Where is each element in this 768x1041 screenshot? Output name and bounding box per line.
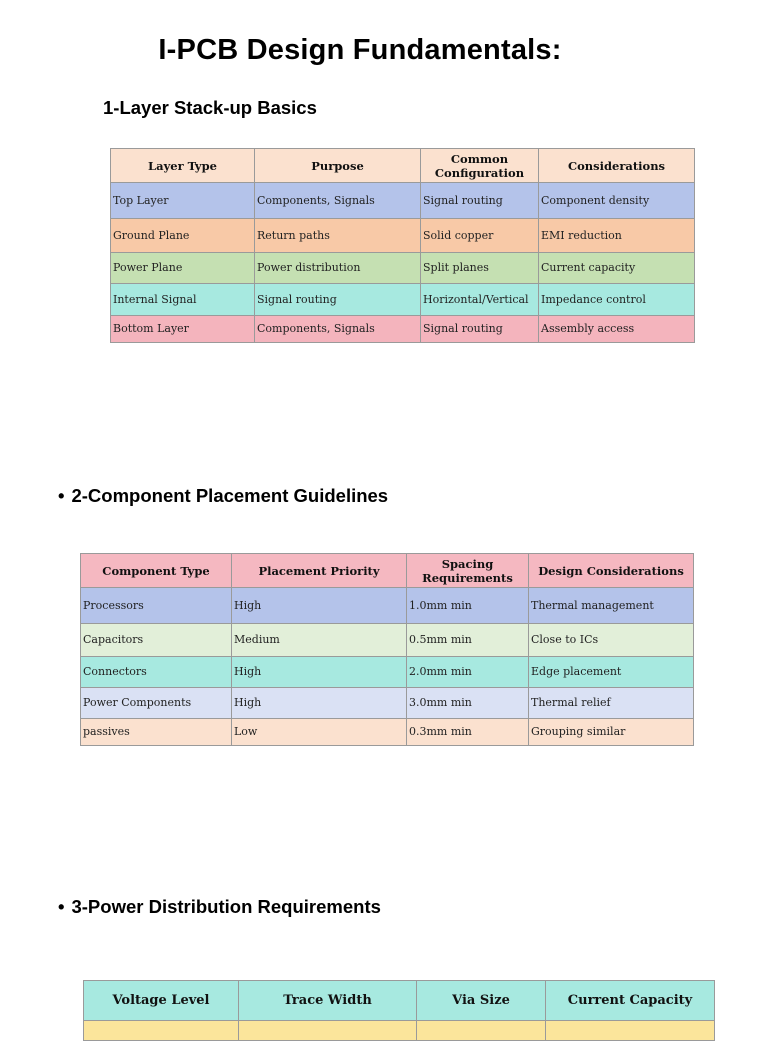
table-cell: Bottom Layer [111, 316, 255, 343]
component-placement-table [80, 553, 694, 746]
table-cell: Signal routing [421, 316, 539, 343]
table-cell: Horizontal/Vertical [421, 284, 539, 316]
table-cell: 0.3mm min [407, 719, 529, 746]
column-header: Common Configuration [421, 149, 539, 183]
table-row [111, 316, 695, 343]
column-header: Purpose [255, 149, 421, 183]
table-row [111, 284, 695, 316]
table-header-row [111, 149, 695, 183]
table-cell: Top Layer [111, 183, 255, 219]
table-cell: Components, Signals [255, 316, 421, 343]
page-title: I-PCB Design Fundamentals: [158, 34, 562, 66]
layer-stackup-table [110, 148, 695, 343]
table-cell: Component density [539, 183, 695, 219]
table-cell: Impedance control [539, 284, 695, 316]
table-cell: Ground Plane [111, 219, 255, 253]
table-cell: Solid copper [421, 219, 539, 253]
column-header: Voltage Level [84, 981, 239, 1021]
table-cell: Thermal management [529, 588, 694, 624]
table-row [111, 253, 695, 284]
table-cell: Signal routing [255, 284, 421, 316]
table-cell: Signal routing [421, 183, 539, 219]
table-header-row [81, 554, 694, 588]
table-cell: Split planes [421, 253, 539, 284]
table-row [81, 588, 694, 624]
table-cell: Low [232, 719, 407, 746]
table-cell: Components, Signals [255, 183, 421, 219]
table-cell: Connectors [81, 657, 232, 688]
power-distribution-table [83, 980, 715, 1041]
table-row [81, 624, 694, 657]
section-heading-component-placement: • 2-Component Placement Guidelines [58, 485, 388, 507]
table-cell: EMI reduction [539, 219, 695, 253]
table-cell: Current capacity [539, 253, 695, 284]
table-cell: Power distribution [255, 253, 421, 284]
table-cell: Close to ICs [529, 624, 694, 657]
column-header: Layer Type [111, 149, 255, 183]
table-row [81, 657, 694, 688]
column-header: Current Capacity [546, 981, 715, 1021]
section-heading-layer-stackup: 1-Layer Stack-up Basics [103, 97, 317, 118]
column-header: Trace Width [239, 981, 417, 1021]
table-row [81, 719, 694, 746]
table-cell: Grouping similar [529, 719, 694, 746]
table-cell: Power Plane [111, 253, 255, 284]
table-cell: 2.0mm min [407, 657, 529, 688]
table-cell: Edge placement [529, 657, 694, 688]
table-cell: Return paths [255, 219, 421, 253]
table-row [81, 688, 694, 719]
table-cell: Thermal relief [529, 688, 694, 719]
table-row [111, 183, 695, 219]
table-cell: Medium [232, 624, 407, 657]
table-cell: Power Components [81, 688, 232, 719]
table-cell: Processors [81, 588, 232, 624]
section-heading-power-distribution: • 3-Power Distribution Requirements [58, 896, 381, 918]
table-cell: 3.0mm min [407, 688, 529, 719]
table-cell: 1.0mm min [407, 588, 529, 624]
column-header: Component Type [81, 554, 232, 588]
table-cell: Assembly access [539, 316, 695, 343]
table-cell: Internal Signal [111, 284, 255, 316]
column-header: Design Considerations [529, 554, 694, 588]
table-cell: High [232, 688, 407, 719]
table-cell: Capacitors [81, 624, 232, 657]
column-header: Considerations [539, 149, 695, 183]
column-header: Spacing Requirements [407, 554, 529, 588]
table-header-row [84, 981, 715, 1021]
table-cell: High [232, 588, 407, 624]
table-cell: High [232, 657, 407, 688]
column-header: Via Size [417, 981, 546, 1021]
table-cell: passives [81, 719, 232, 746]
table-row [111, 219, 695, 253]
table-cell: 0.5mm min [407, 624, 529, 657]
column-header: Placement Priority [232, 554, 407, 588]
